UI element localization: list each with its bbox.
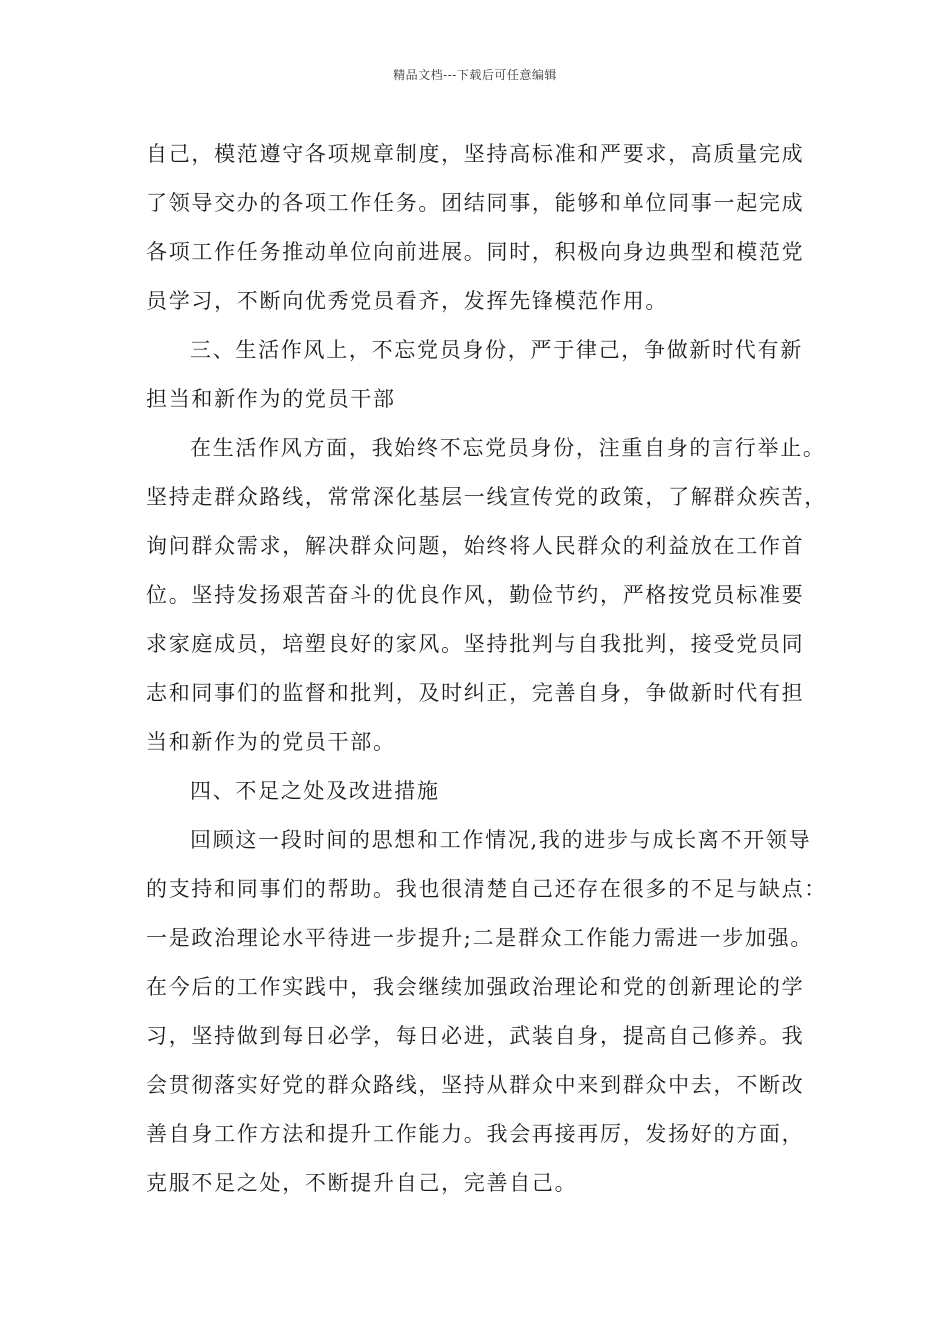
text-line: 求家庭成员，培塑良好的家风。坚持批判与自我批判，接受党员同 [146,632,805,656]
text-line: 各项工作任务推动单位向前进展。同时，积极向身边典型和模范党 [146,240,805,264]
text-line: 善自身工作方法和提升工作能力。我会再接再厉，发扬好的方面， [146,1122,805,1146]
section-heading-4: 四、不足之处及改进措施 [190,779,440,803]
paragraph-start: 在生活作风方面，我始终不忘党员身份，注重自身的言行举止。 [190,436,826,460]
text-line: 了领导交办的各项工作任务。团结同事，能够和单位同事一起完成 [146,191,805,215]
text-line: 自己，模范遵守各项规章制度，坚持高标准和严要求，高质量完成 [146,142,805,166]
text-line: 会贯彻落实好党的群众路线，坚持从群众中来到群众中去，不断改 [146,1073,805,1097]
text-line: 位。坚持发扬艰苦奋斗的优良作风，勤俭节约，严格按党员标准要 [146,583,805,607]
section-heading-3: 三、生活作风上，不忘党员身份，严于律己，争做新时代有新 [190,338,803,362]
page-header: 精品文档---下载后可任意编辑 [393,68,557,82]
text-line: 志和同事们的监督和批判，及时纠正，完善自身，争做新时代有担 [146,681,805,705]
paragraph-start: 回顾这一段时间的思想和工作情况,我的进步与成长离不开领导 [190,828,812,852]
text-line: 询问群众需求，解决群众问题，始终将人民群众的利益放在工作首 [146,534,805,558]
section-heading-3-continued: 担当和新作为的党员干部 [146,387,396,411]
document-body [146,130,827,1208]
text-line: 一是政治理论水平待进一步提升;二是群众工作能力需进一步加强。 [146,926,814,950]
text-line: 习，坚持做到每日必学，每日必进，武装自身，提高自己修养。我 [146,1024,805,1048]
text-line: 在今后的工作实践中，我会继续加强政治理论和党的创新理论的学 [146,975,805,999]
text-line: 坚持走群众路线，常常深化基层一线宣传党的政策，了解群众疾苦， [146,485,827,509]
text-line: 员学习，不断向优秀党员看齐，发挥先锋模范作用。 [146,289,669,313]
text-line: 当和新作为的党员干部。 [146,730,396,754]
text-line: 的支持和同事们的帮助。我也很清楚自己还存在很多的不足与缺点： [146,877,827,901]
text-line: 克服不足之处，不断提升自己，完善自己。 [146,1171,578,1195]
